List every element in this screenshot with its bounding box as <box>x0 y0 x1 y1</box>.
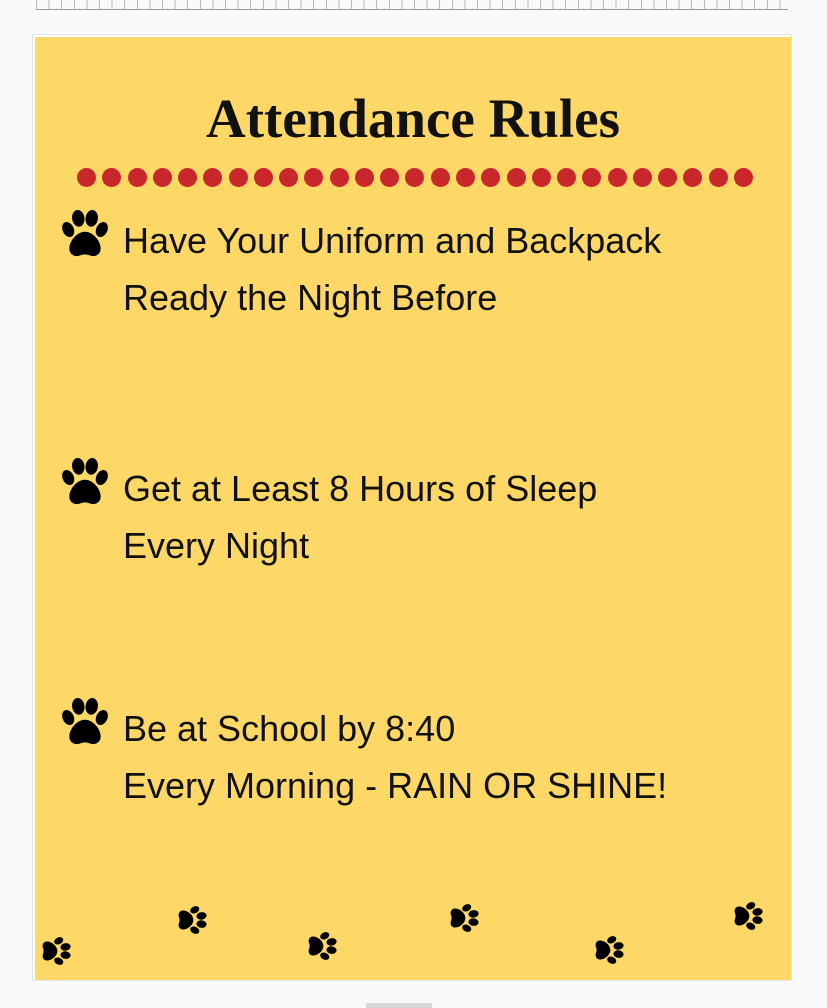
dotted-divider <box>77 166 753 188</box>
divider-dot <box>507 168 526 187</box>
divider-dot <box>330 168 349 187</box>
divider-dot <box>128 168 147 187</box>
divider-dot <box>608 168 627 187</box>
paw-trail-icon <box>588 931 654 969</box>
divider-dot <box>683 168 702 187</box>
divider-dot <box>203 168 222 187</box>
paw-trail-icon <box>171 901 237 939</box>
paw-print-icon <box>57 206 113 262</box>
divider-dot <box>709 168 728 187</box>
divider-dot <box>229 168 248 187</box>
rule-line-1: Get at Least 8 Hours of Sleep <box>123 468 598 509</box>
rule-item-2 <box>57 460 597 574</box>
divider-dot <box>279 168 298 187</box>
paw-trail-icon <box>727 897 791 935</box>
paw-trail-icon <box>35 932 101 970</box>
rule-line-2: Every Night <box>123 525 310 566</box>
paw-print-icon <box>57 454 113 510</box>
rule-item-3 <box>57 700 667 814</box>
divider-dot <box>405 168 424 187</box>
rule-text <box>123 460 597 574</box>
attendance-poster <box>35 37 791 980</box>
paw-trail-icon <box>301 927 367 965</box>
poster-title: Attendance Rules <box>205 88 620 149</box>
divider-dot <box>633 168 652 187</box>
divider-dot <box>734 168 753 187</box>
page-scroll-indicator <box>366 1003 432 1008</box>
rule-text <box>123 212 661 326</box>
divider-dot <box>481 168 500 187</box>
document-page <box>33 35 791 980</box>
rule-line-1: Have Your Uniform and Backpack <box>123 220 662 261</box>
divider-dot <box>456 168 475 187</box>
divider-dot <box>582 168 601 187</box>
divider-dot <box>355 168 374 187</box>
divider-dot <box>431 168 450 187</box>
rule-line-1: Be at School by 8:40 <box>123 708 456 749</box>
divider-dot <box>178 168 197 187</box>
divider-dot <box>102 168 121 187</box>
divider-dot <box>304 168 323 187</box>
ruler-baseline <box>36 9 788 10</box>
rule-item-1 <box>57 212 661 326</box>
divider-dot <box>557 168 576 187</box>
paw-print-icon <box>57 694 113 750</box>
divider-dot <box>658 168 677 187</box>
paw-trail-icon <box>443 899 509 937</box>
divider-dot <box>77 168 96 187</box>
divider-dot <box>380 168 399 187</box>
divider-dot <box>532 168 551 187</box>
rule-text <box>123 700 667 814</box>
divider-dot <box>254 168 273 187</box>
rule-line-2: Every Morning - RAIN OR SHINE! <box>123 765 668 806</box>
divider-dot <box>153 168 172 187</box>
rule-line-2: Ready the Night Before <box>123 277 498 318</box>
